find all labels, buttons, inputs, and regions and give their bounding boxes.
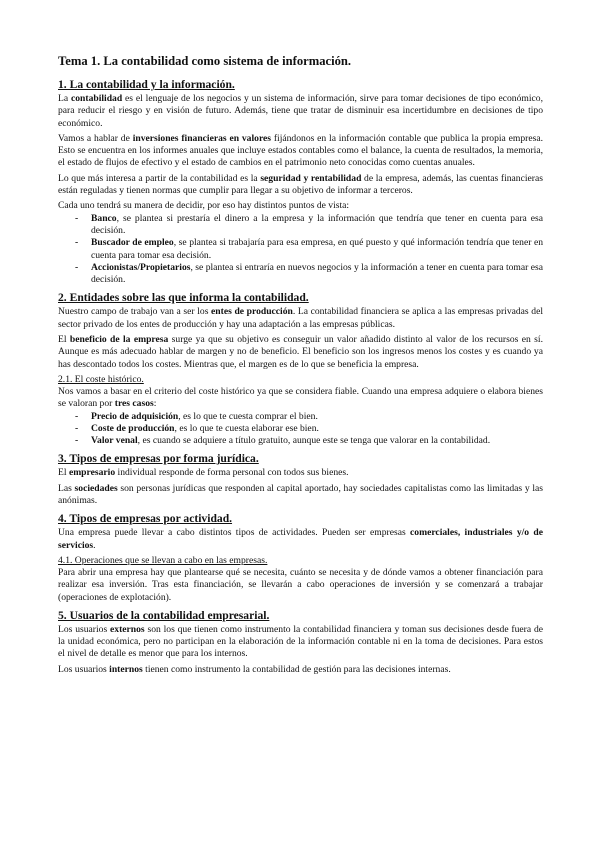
section-5 [58,609,543,676]
list-item: - Buscador de empleo, se plantea si trabajaría para esa empresa, en qué puesto y qué información tendría que tener en cuenta para tomar esa decisión. [58,237,543,262]
list-item: - Precio de adquisición, es lo que te cuesta comprar el bien. [58,411,543,423]
s1-paragraph-1: La contabilidad es el lenguaje de los negocios y un sistema de información, sirve para tomar decisiones de tipo económico, para reducir el riesgo y en visión de futuro. Además, tiene que tratar de disminuir esa incertidumbre en decisiones de tipo económico. [58,93,543,129]
s3-paragraph-2: Las sociedades son personas jurídicas que responden al capital aportado, hay sociedades capitalistas como las limitadas y las anónimas. [58,482,543,507]
list-item: - Accionistas/Propietarios, se plantea si entraría en nuevos negocios y la información a tener en cuenta para tomar esa decisión. [58,262,543,287]
s2-cases-list [58,411,543,448]
document-title: Tema 1. La contabilidad como sistema de información. [58,54,352,68]
subsection-2-1-heading: 2.1. El coste histórico. [58,373,144,385]
s5-paragraph-1: Los usuarios externos son los que tienen como instrumento la contabilidad financiera y toman sus decisiones desde fuera de la unidad económica, pero no participan en la elaboración de la información contable ni en la toma de decisiones. Para estos el nivel de detalle es menor que para los internos. [58,623,543,660]
s1-paragraph-4: Cada uno tendrá su manera de decidir, por eso hay distintos puntos de vista: [58,200,350,212]
s1-paragraph-2: Vamos a hablar de inversiones financieras en valores fijándonos en la información contable que publica la propia empresa. Esto se encuentra en los informes anuales que incluye estados contables como el balance, la cuenta de resultados, la memoria, el estado de flujos de efectivo y el estado de cambios en el patrimonio neto conocidas como cuentas anuales. [58,132,543,169]
document-page [58,54,543,681]
section-3 [58,452,543,507]
section-5-heading: 5. Usuarios de la contabilidad empresarial. [58,608,270,622]
section-1 [58,78,543,286]
s2-paragraph-2: El beneficio de la empresa surge ya que su objetivo es conseguir un valor añadido distinto al valor de los recursos en sí. Aunque es más adecuado hablar de margen y no de beneficio. El beneficio son los ingresos menos los costes y es cuando ya has descontado todos los costes. Mientras que, el margen es de lo que se beneficia la empresa. [58,334,543,370]
list-item: - Valor venal, es cuando se adquiere a título gratuito, aunque este se tenga que valorar en la contabilidad. [58,435,543,447]
section-1-heading: 1. La contabilidad y la información. [58,78,235,91]
section-2-heading: 2. Entidades sobre las que informa la contabilidad. [58,291,309,305]
s1-paragraph-3: Lo que más interesa a partir de la contabilidad es la seguridad y rentabilidad de la empresa, además, las cuentas financieras están reguladas y tienen normas que cumplir para llegar a su objetivo de informar a terceros. [58,172,543,197]
s2-paragraph-1: Nuestro campo de trabajo van a ser los entes de producción. La contabilidad financiera se aplica a las empresas privadas del sector privado de los entes de producción y hay una adaptación a las empresas públicas. [58,306,544,330]
s2-paragraph-3: Nos vamos a basar en el criterio del coste histórico ya que se considera fiable. Cuando una empresa adquiere o elabora bienes se valoran por tres casos: [58,385,543,410]
list-item: - Banco, se plantea si prestaría el dinero a la empresa y la información que tendría que tener en cuenta para esa decisión. [58,213,543,238]
s4-paragraph-2: Para abrir una empresa hay que plantearse qué se necesita, cuánto se necesita y de dónde vamos a obtener financiación para realizar esa inversión. Tras esta financiación, se llevarán a cabo operaciones de inversión y se comenzará a trabajar (operaciones de explotación). [58,566,543,603]
section-3-heading: 3. Tipos de empresas por forma jurídica. [58,452,259,466]
section-4 [58,512,543,603]
s3-paragraph-1: El empresario individual responde de forma personal con todos sus bienes. [58,467,349,479]
s4-paragraph-1: Una empresa puede llevar a cabo distintos tipos de actividades. Pueden ser empresas comerciales, industriales y/o de servicios. [58,527,543,551]
section-4-heading: 4. Tipos de empresas por actividad. [58,512,233,526]
list-item: - Coste de producción, es lo que te cuesta elaborar ese bien. [58,423,543,435]
section-2 [58,291,543,447]
s1-viewpoints-list [58,213,543,287]
subsection-4-1-heading: 4.1. Operaciones que se llevan a cabo en las empresas. [58,554,268,566]
s5-paragraph-2: Los usuarios internos tienen como instrumento la contabilidad de gestión para las decisiones internas. [58,663,451,675]
